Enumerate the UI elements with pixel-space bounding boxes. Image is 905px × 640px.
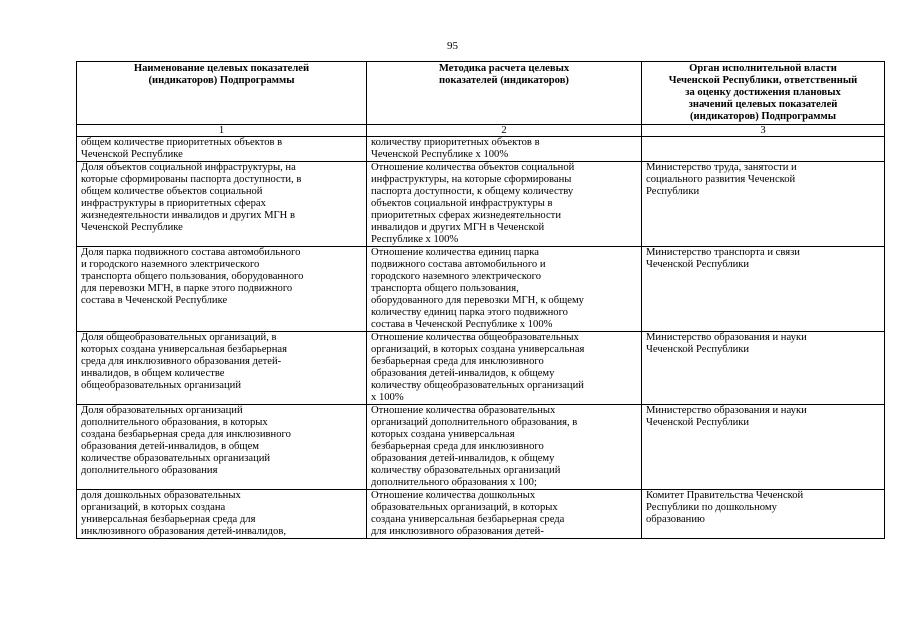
indicators-table <box>76 61 885 539</box>
table-header-row <box>77 62 885 125</box>
indicator-cell: Доля образовательных организаций дополнительного образования, в которых создана безбарьерная среда для инклюзивного образования детей-инвалидов, в общем количестве образовательных организаций дополнительного образования <box>77 405 367 490</box>
header-responsible-authority: Орган исполнительной власти Чеченской Республики, ответственный за оценку достижения плановых значений целевых показателей (индикаторов) Подпрограммы <box>642 62 885 125</box>
authority-cell: Министерство транспорта и связи Чеченской Республики <box>642 247 885 332</box>
table-row <box>77 405 885 490</box>
table-row <box>77 162 885 247</box>
indicator-cell: Доля парка подвижного состава автомобильного и городского наземного электрического транспорта общего пользования, оборудованного для перевозки МГН, в парке этого подвижного состава в Чеченской Республике <box>77 247 367 332</box>
authority-cell: Министерство образования и науки Чеченской Республики <box>642 332 885 405</box>
method-cell: Отношение количества общеобразовательных организаций, в которых создана универсальная безбарьерная среда для инклюзивного образования детей-инвалидов, к общему количеству общеобразовательных организаций х 100% <box>367 332 642 405</box>
indicator-cell: Доля объектов социальной инфраструктуры, на которые сформированы паспорта доступности, в общем количестве объектов социальной инфраструктуры в приоритетных сферах жизнедеятельности инвалидов и других МГН в Чеченской Республике <box>77 162 367 247</box>
indicator-cell: общем количестве приоритетных объектов в Чеченской Республике <box>77 137 367 162</box>
authority-cell <box>642 137 885 162</box>
indicator-cell: доля дошкольных образовательных организаций, в которых создана универсальная безбарьерная среда для инклюзивного образования детей-инвалидов, <box>77 490 367 539</box>
column-number: 3 <box>642 125 885 137</box>
method-cell: Отношение количества образовательных организаций дополнительного образования, в которых создана универсальная безбарьерная среда для инклюзивного образования детей-инвалидов, к общему количеству образовательных организаций дополнительного образования х 100; <box>367 405 642 490</box>
method-cell: Отношение количества единиц парка подвижного состава автомобильного и городского наземного электрического транспорта общего пользования, оборудованного для перевозки МГН, к общему количеству единиц парка этого подвижного состава в Чеченской Республике х 100% <box>367 247 642 332</box>
table-row <box>77 137 885 162</box>
column-number-row <box>77 125 885 137</box>
header-calculation-method: Методика расчета целевых показателей (индикаторов) <box>367 62 642 125</box>
authority-cell: Министерство образования и науки Чеченской Республики <box>642 405 885 490</box>
authority-cell: Министерство труда, занятости и социального развития Чеченской Республики <box>642 162 885 247</box>
indicator-cell: Доля общеобразовательных организаций, в которых создана универсальная безбарьерная среда для инклюзивного образования детей- инвалидов, в общем количестве общеобразовательных организаций <box>77 332 367 405</box>
column-number: 2 <box>367 125 642 137</box>
method-cell: Отношение количества дошкольных образовательных организаций, в которых создана универсальная безбарьерная среда для инклюзивного образования детей- <box>367 490 642 539</box>
column-number: 1 <box>77 125 367 137</box>
table-row <box>77 247 885 332</box>
table-row <box>77 332 885 405</box>
method-cell: Отношение количества объектов социальной инфраструктуры, на которые сформированы паспорта доступности, к общему количеству объектов социальной инфраструктуры в приоритетных сферах жизнедеятельности инвалидов и других МГН в Чеченской Республике х 100% <box>367 162 642 247</box>
header-indicator-name: Наименование целевых показателей (индикаторов) Подпрограммы <box>77 62 367 125</box>
authority-cell: Комитет Правительства Чеченской Республики по дошкольному образованию <box>642 490 885 539</box>
method-cell: количеству приоритетных объектов в Чеченской Республике х 100% <box>367 137 642 162</box>
table-row <box>77 490 885 539</box>
page-number: 95 <box>447 40 458 52</box>
